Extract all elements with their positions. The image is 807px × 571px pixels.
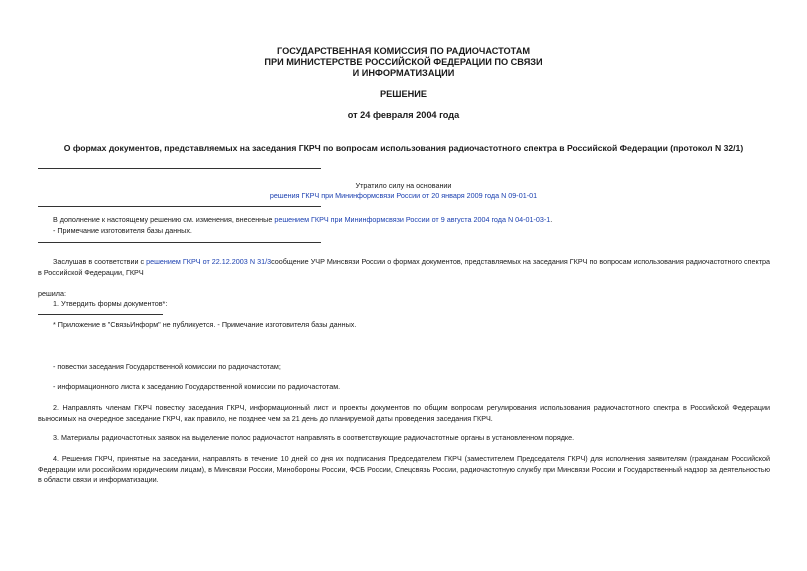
divider [38,168,321,169]
repeal-decision-link[interactable]: решения ГКРЧ при Мининформсвязи России от 20 января 2009 года N 09-01-01 [269,191,538,200]
status-text: Утратило силу на основании [355,181,452,190]
document-type: РЕШЕНИЕ [380,89,427,99]
amendment-notice: В дополнение к настоящему решению см. изменения, внесенные решением ГКРЧ при Мининформсвязи России от 9 августа 2004 года N 04-01-03-1. [53,215,553,224]
divider [38,242,321,243]
document-date: от 24 февраля 2004 года [347,110,460,120]
item-4: 4. Решения ГКРЧ, принятые на заседании, направлять в течение 10 дней со дня их подписания Председателем ГКРЧ (заместителем Председателя ГКРЧ) для исполнения заявителям (гражданам Российской Федерации или российским юридическим лицам), в Минсвязи России, Минобороны России, ФСБ России, Спецсвязь России, радиочастотную службу при Минсвязи России и Государственный надзор за деятельностью в области связи и информатизации. [38,454,770,484]
status-link-line [0,191,807,202]
header-line-3: И ИНФОРМАТИЗАЦИИ [352,68,455,78]
decided-label: решила: [38,289,66,298]
list-item-info-sheet: - информационного листа к заседанию Государственной комиссии по радиочастотам. [53,382,341,391]
item-3: 3. Материалы радиочастотных заявок на выделение полос радиочастот направлять в соответствующие радиочастотные органы в установленном порядке. [53,433,575,442]
header-line-1: ГОСУДАРСТВЕННАЯ КОМИССИЯ ПО РАДИОЧАСТОТАМ [277,46,530,56]
header-line-2: ПРИ МИНИСТЕРСТВЕ РОССИЙСКОЙ ФЕДЕРАЦИИ ПО СВЯЗИ [264,57,543,67]
amendment-decision-link[interactable]: решением ГКРЧ при Мининформсвязи России от 9 августа 2004 года N 04-01-03-1 [274,215,551,224]
amendment-note: - Примечание изготовителя базы данных. [53,226,192,235]
footnote-divider [38,314,163,315]
document-title: О формах документов, представляемых на заседания ГКРЧ по вопросам использования радиочастотного спектра в Российской Федерации (протокол N 32/1) [63,143,744,153]
item-1: 1. Утвердить формы документов*: [53,299,168,308]
list-item-agenda: - повестки заседания Государственной комиссии по радиочастотам; [53,362,281,371]
footnote: * Приложение в "СвязьИнформ" не публикуется. - Примечание изготовителя базы данных. [53,320,357,329]
divider [38,206,321,207]
intro-paragraph: Заслушав в соответствии с решением ГКРЧ от 22.12.2003 N 31/3сообщение УЧР Минсвязи России о формах документов, представляемых на заседания ГКРЧ по вопросам использования радиочастотного спектра в Российской Федерации, ГКРЧ [38,257,770,277]
item-2: 2. Направлять членам ГКРЧ повестку заседания ГКРЧ, информационный лист и проекты документов по общим вопросам регулирования использования радиочастотного спектра в Российской Федерации выносимых на очередное заседание ГКРЧ, как правило, не позднее чем за 21 день до планируемой даты проведения заседания ГКРЧ. [38,403,770,423]
reference-decision-link[interactable]: решением ГКРЧ от 22.12.2003 N 31/3 [146,257,272,266]
